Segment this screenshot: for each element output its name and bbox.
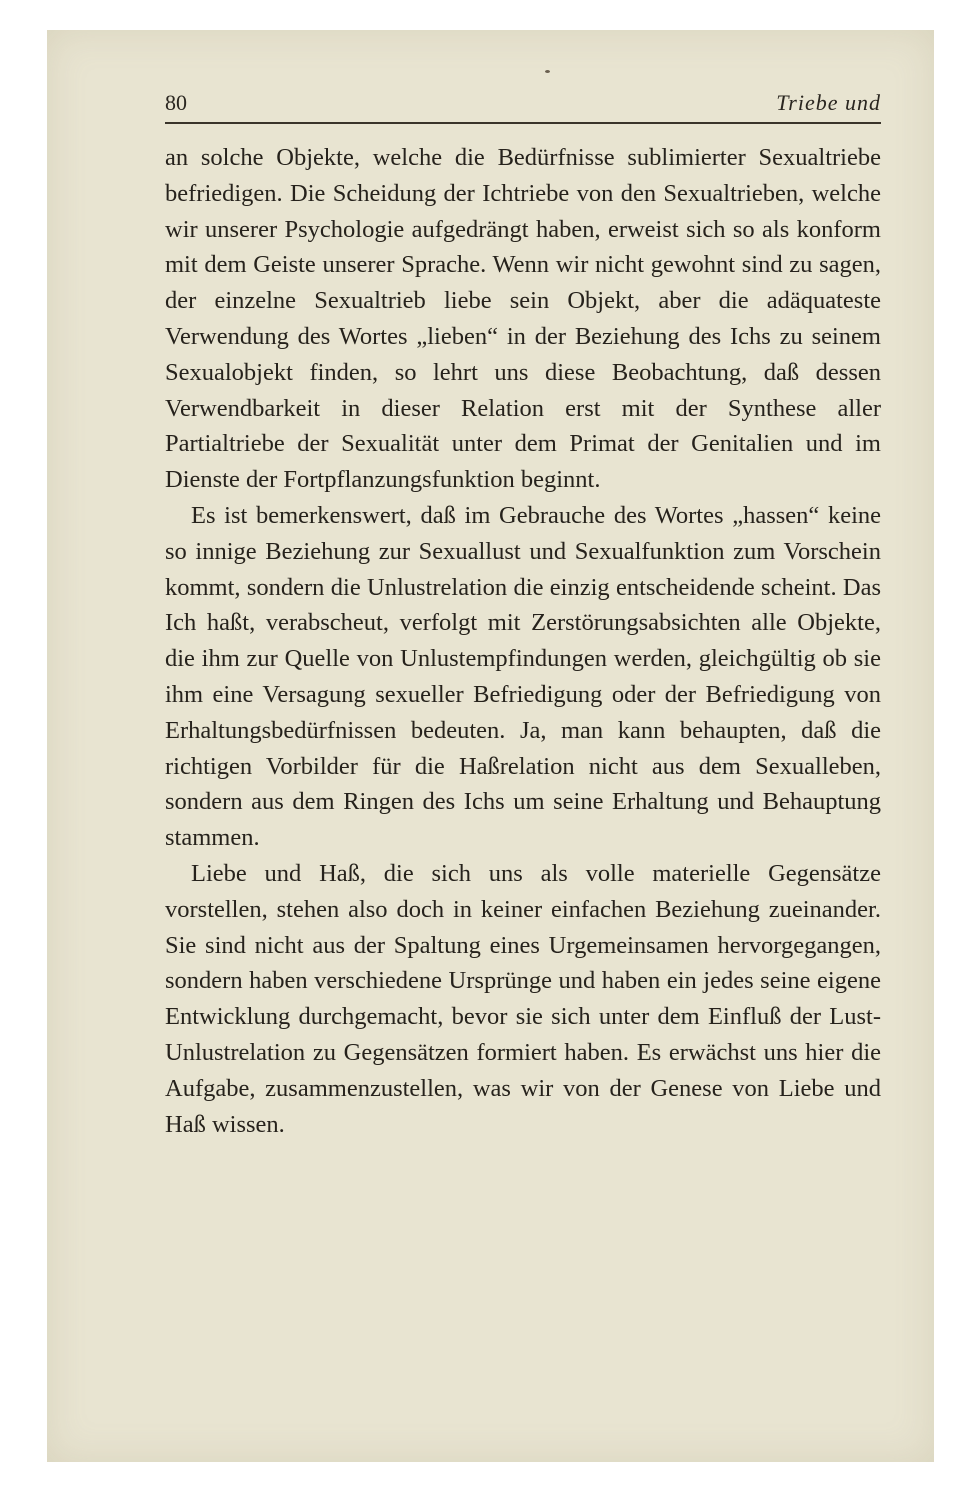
paragraph-liebe-hass: Liebe und Haß, die sich uns als volle materielle Gegensätze vorstellen, stehen also doch in keiner einfachen Beziehung zueinander. Sie sind nicht aus der Spaltung eines Urgemeinsamen hervorgegangen, sondern haben verschiedene Ursprünge und haben ein jedes seine eigene Entwicklung durchgemacht, bevor sie sich unter dem Einfluß der Lust-Unlustrelation zu Gegensätzen formiert haben. Es erwächst uns hier die Aufgabe, zusammenzustellen, was wir von der Genese von Liebe und Haß wissen. (165, 859, 881, 1138)
running-title: Triebe und (776, 90, 881, 115)
running-head (165, 90, 881, 120)
ink-speck (545, 70, 550, 73)
paragraph-hassen: Es ist bemerkenswert, daß im Gebrauche des Wortes „hassen“ keine so innige Beziehung zur Sexuallust und Sexualfunktion zum Vorschein kommt, sondern die Unlustrelation die einzig entscheidende scheint. Das Ich haßt, verabscheut, verfolgt mit Zerstörungsabsichten alle Objekte, die ihm zur Quelle von Unlustempfindungen werden, gleichgültig ob sie ihm eine Versagung sexueller Befriedigung oder der Befriedigung von Erhaltungsbedürfnissen bedeuten. Ja, man kann behaupten, daß die richtigen Vorbilder für die Haßrelation nicht aus dem Sexualleben, sondern aus dem Ringen des Ichs um seine Erhaltung und Behauptung stammen. (165, 501, 881, 852)
paragraph-continued: an solche Objekte, welche die Bedürfnisse sublimierter Sexualtriebe befriedigen. Die Scheidung der Ichtriebe von den Sexualtrieben, welche wir unserer Psychologie aufgedrängt haben, erweist sich so als konform mit dem Geiste unserer Sprache. Wenn wir nicht gewohnt sind zu sagen, der einzelne Sexualtrieb liebe sein Objekt, aber die adäquateste Verwendung des Wortes „lieben“ in der Beziehung des Ichs zu seinem Sexualobjekt finden, so lehrt uns diese Beobachtung, daß dessen Verwendbarkeit in dieser Relation erst mit der Synthese aller Partialtriebe der Sexualität unter dem Primat der Genitalien und im Dienste der Fortpflanzungsfunktion beginnt. (165, 144, 881, 494)
body-text (165, 140, 881, 1142)
page-number: 80 (165, 90, 187, 115)
header-rule (165, 122, 881, 124)
